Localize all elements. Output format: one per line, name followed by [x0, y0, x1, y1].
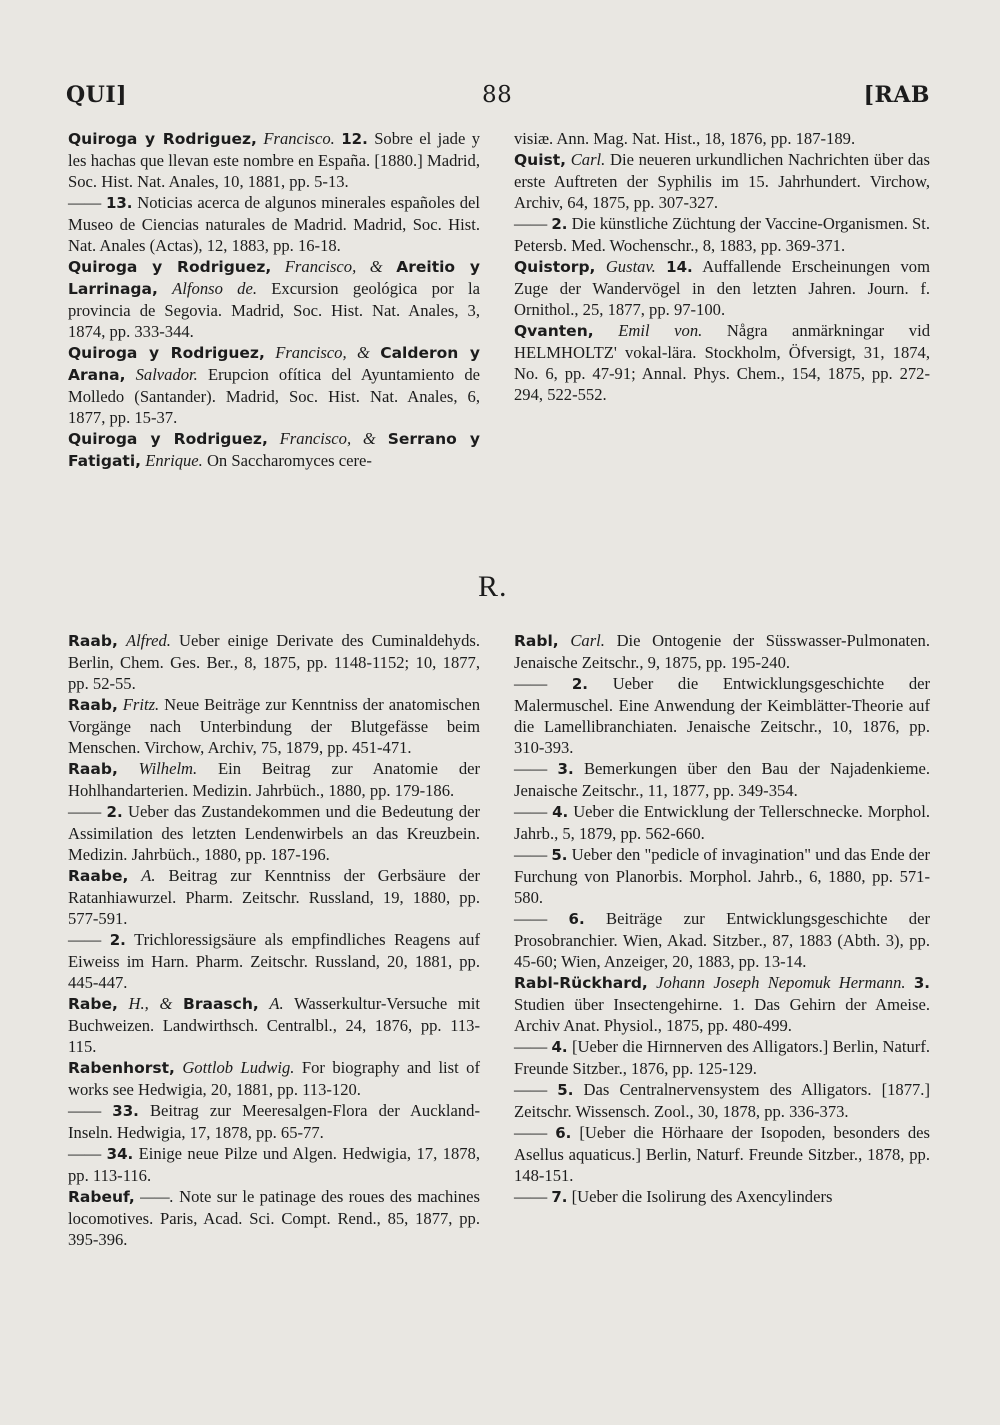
entry-number: 3.: [913, 974, 931, 992]
author-name: Quiroga y Rodriguez,: [68, 130, 257, 148]
entry-text: Beiträge zur Entwicklungsgeschichte der Prosobranchier. Wien, Akad. Sitzber., 87, 1883 (Abth. 3), pp. 45-60; Wien, Anzeiger, 20, 1883, pp. 13-14.: [514, 909, 930, 971]
entry-text: Wasserkultur-Versuche mit Buchweizen. Landwirthsch. Centralbl., 24, 1876, pp. 113-115.: [68, 994, 481, 1056]
bibliography-entry: [68, 1057, 480, 1100]
author-name: Rabenhorst,: [68, 1059, 175, 1077]
author-given-name: ——.: [140, 1187, 174, 1206]
bibliography-entry: [68, 1186, 480, 1250]
author-name: Raab,: [68, 760, 118, 778]
ditto-dash: ——: [68, 193, 102, 212]
section-letter: R.: [478, 570, 508, 603]
entry-text: Die Ontogenie der Süsswasser-Pulmonaten. Jenaische Zeitschr., 9, 1875, pp. 195-240.: [514, 631, 930, 672]
author-name: Raabe,: [68, 867, 129, 885]
entry-number: 2.: [551, 215, 568, 233]
entry-text: Trichloressigsäure als empfindliches Reagens auf Eiweiss im Harn. Pharm. Zeitschr. Russland, 20, 1881, pp. 445-447.: [68, 930, 480, 992]
bibliography-entry: [68, 630, 480, 694]
entry-text: Note sur le patinage des roues des machines locomotives. Paris, Acad. Sci. Compt. Rend., 85, 1877, pp. 395-396.: [68, 1187, 480, 1249]
coauthor-given-name: Enrique.: [145, 451, 203, 470]
entry-text: Das Centralnervensystem des Alligators. [1877.] Zeitschr. Wissensch. Zool., 30, 1878, pp. 336-373.: [514, 1080, 930, 1121]
page-number: 88: [482, 82, 513, 108]
entry-text: Auffallende Erscheinungen vom Zuge der Wandervögel in den letzten Jahren. Journ. f. Ornithol., 25, 1877, pp. 97-100.: [514, 257, 931, 319]
entry-number: 6.: [568, 910, 585, 928]
entry-number: 34.: [106, 1145, 134, 1163]
entry-text: Excursion geológica por la provincia de Segovia. Madrid, Soc. Hist. Nat. Anales, 3, 1874, pp. 333-344.: [68, 279, 481, 341]
author-given-name: Gustav.: [605, 257, 656, 276]
entry-text: Erupcion ofítica del Ayuntamiento de Molledo (Santander). Madrid, Soc. Hist. Nat. Anales, 6, 1877, pp. 15-37.: [68, 365, 480, 427]
ditto-dash: ——: [68, 802, 102, 821]
bibliography-entry: [514, 213, 930, 256]
bibliography-entry: [514, 801, 930, 844]
author-given-name: Alfred.: [125, 631, 171, 650]
ditto-dash: ——: [514, 1037, 548, 1056]
author-given-name: Fritz.: [122, 695, 160, 714]
bibliography-entry: [68, 192, 480, 256]
author-given-name: Francisco, &: [284, 257, 383, 276]
bibliography-entry: [514, 844, 930, 908]
entry-number: 5.: [557, 1081, 574, 1099]
bibliography-entry: [514, 758, 930, 801]
author-given-name: Wilhelm.: [138, 759, 198, 778]
column-upper-left: [68, 128, 480, 472]
author-name: Qvanten,: [514, 322, 594, 340]
entry-number: 33.: [112, 1102, 139, 1120]
author-name: Quiroga y Rodriguez,: [68, 344, 265, 362]
running-head-right: [RAB: [863, 82, 930, 108]
bibliography-entry: [68, 694, 480, 758]
entry-text: For biography and list of works see Hedwigia, 20, 1881, pp. 113-120.: [68, 1058, 480, 1099]
entry-number: 5.: [551, 846, 568, 864]
entry-number: 12.: [341, 130, 368, 148]
bibliography-entry: [68, 929, 480, 993]
author-given-name: Johann Joseph Nepomuk Hermann.: [656, 973, 906, 992]
ditto-dash: ——: [514, 214, 548, 233]
ditto-dash: ——: [514, 759, 548, 778]
column-upper-right: [514, 128, 930, 405]
author-given-name: Francisco.: [263, 129, 335, 148]
bibliography-entry: [514, 1036, 930, 1079]
bibliography-entry: [514, 1186, 930, 1208]
bibliography-entry: [514, 320, 930, 405]
bibliography-entry: [68, 256, 480, 342]
entry-text: Beitrag zur Kenntniss der Gerbsäure der Ratanhiawurzel. Pharm. Zeitschr. Russland, 19, 1880, pp. 577-591.: [68, 866, 480, 928]
ditto-dash: ——: [514, 1123, 548, 1142]
bibliography-entry: [68, 993, 480, 1057]
author-name: Rabeuf,: [68, 1188, 135, 1206]
bibliography-entry: [514, 972, 930, 1036]
bibliography-entry: [514, 256, 930, 320]
bibliography-entry: [68, 128, 480, 192]
author-name: Rabe,: [68, 995, 118, 1013]
author-name: Quiroga y Rodriguez,: [68, 258, 272, 276]
coauthor-given-name: Salvador.: [135, 365, 198, 384]
entry-number: 3.: [557, 760, 574, 778]
ditto-dash: ——: [68, 1144, 102, 1163]
entry-text: [Ueber die Isolirung des Axencylinders: [571, 1187, 833, 1206]
author-name: Rabl,: [514, 632, 559, 650]
ditto-dash: ——: [68, 930, 102, 949]
bibliography-entry: [68, 1100, 480, 1143]
entry-text: Ueber die Entwicklungsgeschichte der Malermuschel. Eine Anwendung der Keimblätter-Theorie auf die Lamellibranchiaten. Jenaische Zeitschr., 10, 1876, pp. 310-393.: [514, 674, 931, 757]
entry-text: Några anmärkningar vid HELMHOLTZ' vokal-lära. Stockholm, Öfversigt, 31, 1874, No. 6, pp. 47-91; Annal. Phys. Chem., 154, 1875, pp. 272-294, 522-552.: [514, 321, 930, 404]
ditto-dash: ——: [514, 909, 548, 928]
entry-text: Ueber den "pedicle of invagination" und das Ende der Furchung von Planorbis. Morphol. Jahrb., 6, 1880, pp. 571-580.: [514, 845, 930, 907]
entry-text: Sobre el jade y les hachas que llevan este nombre en España. [1880.] Madrid, Soc. Hist. Nat. Anales, 10, 1881, pp. 5-13.: [68, 129, 480, 191]
entry-number: 2.: [109, 931, 126, 949]
author-name: Quiroga y Rodriguez,: [68, 430, 268, 448]
entry-text: Noticias acerca de algunos minerales españoles del Museo de Ciencias naturales de Madrid. Madrid, Soc. Hist. Nat. Anales (Actas), 12, 1883, pp. 16-18.: [68, 193, 480, 255]
bibliography-entry: [514, 1122, 930, 1186]
entry-text: Ein Beitrag zur Anatomie der Hohlhandarterien. Medizin. Jahrbüch., 1880, pp. 179-186.: [68, 759, 481, 800]
column-lower-right: [514, 630, 930, 1208]
author-name: Rabl-Rückhard,: [514, 974, 648, 992]
bibliography-entry: [514, 630, 930, 673]
entry-text: visiæ. Ann. Mag. Nat. Hist., 18, 1876, pp. 187-189.: [514, 129, 856, 148]
author-given-name: Francisco, &: [275, 343, 370, 362]
entry-text: Bemerkungen über den Bau der Najadenkieme. Jenaische Zeitschr., 11, 1877, pp. 349-354.: [514, 759, 930, 800]
bibliography-entry: [68, 428, 480, 472]
entry-text: Neue Beiträge zur Kenntniss der anatomischen Vorgänge nach Unterbindung der Blutgefässe beim Menschen. Virchow, Archiv, 75, 1879, pp. 451-471.: [68, 695, 480, 757]
author-given-name: Carl.: [570, 150, 606, 169]
entry-number: 2.: [571, 675, 589, 693]
running-head-left: QUI]: [66, 82, 128, 108]
entry-text: Ueber einige Derivate des Cuminaldehyds. Berlin, Chem. Ges. Ber., 8, 1875, pp. 1148-1152; 10, 1877, pp. 52-55.: [68, 631, 481, 693]
bibliography-entry: [514, 128, 930, 149]
entry-text: Einige neue Pilze und Algen. Hedwigia, 17, 1878, pp. 113-116.: [68, 1144, 480, 1185]
entry-text: Die künstliche Züchtung der Vaccine-Organismen. St. Petersb. Med. Wochenschr., 8, 1883, pp. 369-371.: [514, 214, 931, 255]
coauthor-name: Braasch,: [183, 995, 259, 1013]
bibliography-entry: [68, 1143, 480, 1186]
entry-number: 4.: [552, 803, 569, 821]
bibliography-entry: [68, 342, 480, 428]
author-given-name: Emil von.: [618, 321, 703, 340]
author-given-name: Francisco, &: [279, 429, 376, 448]
entry-number: 7.: [551, 1188, 568, 1206]
author-name: Raab,: [68, 696, 118, 714]
column-lower-left: [68, 630, 480, 1250]
ditto-dash: ——: [514, 674, 548, 693]
author-name: Quist,: [514, 151, 567, 169]
entry-number: 6.: [555, 1124, 572, 1142]
entry-text: Die neueren urkundlichen Nachrichten über das erste Auftreten der Syphilis im 15. Jahrhundert. Virchow, Archiv, 64, 1875, pp. 307-327.: [514, 150, 931, 212]
coauthor-given-name: A.: [269, 994, 284, 1013]
coauthor-given-name: Alfonso de.: [172, 279, 257, 298]
bibliography-entry: [514, 673, 930, 758]
author-given-name: H., &: [128, 994, 173, 1013]
bibliography-entry: [514, 1079, 930, 1122]
entry-number: 4.: [551, 1038, 568, 1056]
entry-number: 14.: [666, 258, 693, 276]
entry-number: 2.: [106, 803, 123, 821]
entry-text: Studien über Insectengehirne. 1. Das Gehirn der Ameise. Archiv Anat. Physiol., 1875, pp. 480-499.: [514, 995, 930, 1035]
author-name: Quistorp,: [514, 258, 596, 276]
bibliography-entry: [514, 149, 930, 213]
ditto-dash: ——: [514, 802, 548, 821]
author-given-name: Carl.: [570, 631, 605, 650]
coauthor-name: Calderon y Arana,: [68, 344, 480, 384]
ditto-dash: ——: [514, 1080, 548, 1099]
entry-text: Ueber die Entwicklung der Tellerschnecke. Morphol. Jahrb., 5, 1879, pp. 562-660.: [514, 802, 930, 843]
entry-number: 13.: [105, 194, 133, 212]
ditto-dash: ——: [514, 845, 548, 864]
author-given-name: A.: [141, 866, 156, 885]
entry-text: [Ueber die Hirnnerven des Alligators.] Berlin, Naturf. Freunde Sitzber., 1876, pp. 125-129.: [514, 1037, 930, 1078]
coauthor-name: Serrano y Fatigati,: [68, 430, 480, 470]
bibliography-entry: [68, 758, 480, 801]
ditto-dash: ——: [514, 1187, 548, 1206]
entry-text: On Saccharomyces cere-: [206, 451, 372, 470]
ditto-dash: ——: [68, 1101, 102, 1120]
bibliography-entry: [514, 908, 930, 972]
entry-text: [Ueber die Hörhaare der Isopoden, besonders des Asellus aquaticus.] Berlin, Naturf. Freunde Sitzber., 1878, pp. 148-151.: [514, 1123, 930, 1185]
bibliography-entry: [68, 801, 480, 865]
entry-text: Ueber das Zustandekommen und die Bedeutung der Assimilation des letzten Lendenwirbels an das Kreuzbein. Medizin. Jahrbüch., 1880, pp. 187-196.: [68, 802, 480, 864]
entry-text: Beitrag zur Meeresalgen-Flora der Auckland-Inseln. Hedwigia, 17, 1878, pp. 65-77.: [68, 1101, 480, 1142]
author-given-name: Gottlob Ludwig.: [182, 1058, 295, 1077]
bibliography-entry: [68, 865, 480, 929]
author-name: Raab,: [68, 632, 118, 650]
coauthor-name: Areitio y Larrinaga,: [68, 258, 480, 298]
